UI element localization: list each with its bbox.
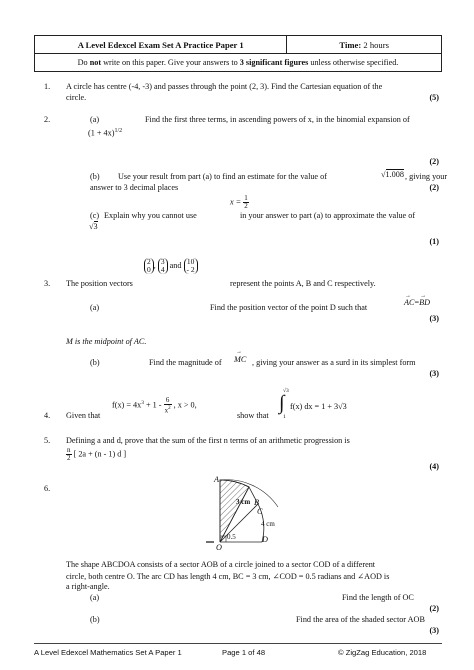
q3-vector-1 [144,258,154,274]
time-value: 2 hours [363,39,389,50]
q2b-text3: answer to 3 decimal places [90,183,179,192]
q6b-mark: (3) [429,626,439,635]
label-o: O [216,543,222,552]
q1-mark: (5) [429,93,439,102]
q3-vector-2 [158,258,168,274]
q4-f-mid: + 1 - [145,400,162,410]
q2c-x-value [230,195,249,210]
q2b-mark: (2) [429,183,439,192]
q3a-label: (a) [90,303,100,312]
q2a-mark: (2) [429,157,439,166]
instructions [35,54,442,72]
q3b-mark: (3) [429,369,439,378]
label-b: B [254,498,260,507]
instr-not: not [89,58,102,67]
q5-number: 5. [44,436,51,445]
label-bc: 3 cm [236,498,251,506]
q3b-vector: → MC [234,349,247,364]
q2c-root: √3 [89,222,98,231]
q3b-text1: Find the magnitude of [149,358,222,367]
paper-title: A Level Edexcel Exam Set A Practice Paper 1 [35,36,287,54]
footer-copyright: © ZigZag Education, 2018 [338,648,427,657]
q4-f-frac [164,397,172,414]
instr-end: unless otherwise specified. [310,58,399,67]
instr-mid: write on this paper. Give your answers to [103,58,238,67]
q6a-text: Find the length of OC [342,593,414,602]
q4-f-den: x [164,406,169,415]
q6a-label: (a) [90,593,100,602]
label-c: C [257,507,263,516]
q2c-text2: in your answer to part (a) to approximate the value of [240,211,416,220]
instr-sig: 3 significant figures [239,58,309,67]
q2b-root-value: 1.008 [385,170,404,179]
q3a-text: Find the position vector of the point D such that [210,303,368,312]
q2b-text1: Use your result from part (a) to find an estimate for the value of [118,172,327,181]
q5-formula [66,447,126,462]
q3-v3-top: 10 [186,257,195,266]
footer-left: A Level Edexcel Mathematics Set A Paper 1 [34,648,182,657]
q4-integral-sign: ∫ [279,392,285,414]
q5-mark: (4) [429,462,439,471]
q2c-x-eq: x = [230,197,242,207]
q3b-text2: , giving your answer as a surd in its simplest form [252,358,416,367]
time-label: Time: [339,39,362,50]
q6b-label: (b) [90,615,100,624]
q3a-mark: (3) [429,314,439,323]
q2c-label: (c) [90,211,100,220]
q2b-text2: , giving your [405,172,448,181]
q3a-eq: = [414,298,420,307]
q2a-expr: (1 + 4x) [88,128,115,138]
label-cd: 4 cm [261,520,275,528]
q5-frac [66,447,72,462]
q3-v2-bottom: 4 [160,265,165,274]
q2a-text: Find the first three terms, in ascending powers of x, in the binomial expansion of [145,115,410,124]
label-angle: 0.5 [227,533,236,541]
time-cell [287,36,442,54]
q6a-mark: (2) [429,604,439,613]
q3-rest: represent the points A, B and C respectively. [230,279,376,288]
q3a-vector-eq: → AC= → BD [404,293,431,307]
q4-f-den-pow: 2 [168,406,171,411]
q4-f-cond: , x > 0, [173,400,197,410]
q2c-x-n: 1 [244,194,248,202]
q2c-mark: (1) [429,237,439,246]
q3-number: 3. [44,279,51,288]
q4-given: Given that [66,411,101,420]
q2a-exp-n: 1 [114,128,118,134]
q2b-root: √1.008 [381,170,404,179]
q6-line3: a right-angle. [66,582,110,591]
q6-line1: The shape ABCDOA consists of a sector AOB of a circle joined to a sector COD of a different [66,560,376,569]
q4-show: show that [237,411,269,420]
q4-int-lower: 1 [283,414,286,420]
q3-vector-3 [184,258,198,274]
q2a-expression: $(1 + 4x)^{1/2}$ [88,128,123,138]
q5-frac-d: 2 [67,454,71,462]
q4-f-lhs: f(x) = 4x [112,400,142,410]
label-a: A [214,475,220,484]
q6-number: 6. [44,484,51,493]
q5-expr: [ 2a + (n - 1) d ] [73,449,127,459]
q1-line1: A circle has centre (-4, -3) and passes through the point (2, 3). Find the Cartesian equation of the [66,82,383,91]
q2c-root-value: 3 [93,222,98,231]
q3a-vec2: BD [419,298,431,307]
q5-frac-n: n [67,446,71,454]
q2b-label: (b) [90,172,100,181]
q3-midpoint: M is the midpoint of AC. [66,337,147,346]
q3-v1-top: 2 [147,257,151,266]
q2-number: 2. [44,115,51,124]
q3-v3-bottom: - 2 [186,265,195,274]
q3-lead: The position vectors [66,279,133,288]
q4-f-num: 6 [164,397,172,405]
sector-diagram [190,472,300,554]
q4-f-pow: 3 [141,399,144,406]
q3b-vec: MC [234,355,247,364]
q2a-label: (a) [90,115,100,124]
q3-and: and [169,260,182,270]
q4-int-upper: √3 [283,388,289,394]
header-table [34,35,442,72]
q6-line2: circle, both centre O. The arc CD has length 4 cm, BC = 3 cm, ∠COD = 0.5 radians and ∠AOD is [66,572,390,581]
footer-page: Page 1 of 48 [222,648,266,657]
q2c-text1: Explain why you cannot use [104,211,197,220]
q1-number: 1. [44,82,51,91]
q3a-vec1: AC [404,298,415,307]
instr-do: Do [77,58,88,67]
q3-vectors: 2 0 , 3 4 and 10 - 2 [144,258,198,274]
q4-int-body: f(x) dx = 1 + 3√3 [290,402,347,411]
q4-function [112,397,197,414]
q4-number: 4. [44,411,51,420]
q2a-exp-d: 2 [119,128,123,134]
q6b-text: Find the area of the shaded sector AOB [296,615,425,624]
label-d: D [262,535,268,544]
footer-rule [34,643,442,644]
q3b-label: (b) [90,358,100,367]
q3-v1-bottom: 0 [147,265,151,274]
q2c-x-d: 2 [244,202,248,210]
q1-line2: circle. [66,93,87,102]
q5-line1: Defining a and d, prove that the sum of the first n terms of an arithmetic progression is [66,436,350,445]
q3-v2-top: 3 [160,257,165,266]
q2c-x-frac [243,195,249,210]
